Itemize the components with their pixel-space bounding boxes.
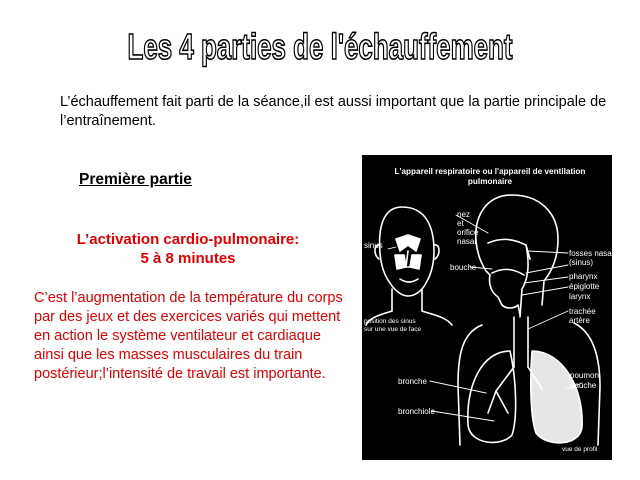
nasal-cavity [488,239,530,259]
sinus-shape [396,235,420,251]
label-bouche: bouche [450,263,477,272]
label-orifice: orifice [457,228,479,237]
label-gauche: gauche [570,381,597,390]
activation-title: L’activation cardio-pulmonaire: [76,231,300,248]
label-position-note-1: position des sinus [364,318,416,325]
label-epiglotte: épiglotte [569,282,600,291]
front-face-mouth [400,279,418,282]
label-pharynx: pharynx [569,272,598,281]
activation-heading [38,230,338,268]
label-larynx: larynx [569,292,591,301]
label-fosses-sinus: (sinus) [569,258,594,267]
activation-description: C’est l’augmentation de la température du corps par des jeux et des exercices variés qui mettent en action le système ventilateur et cardiaque ainsi que les masses musculaires du train postérieur;l’intensité de travail est importante. [34,290,343,382]
label-artere: artère [569,316,590,325]
trachea [514,317,528,367]
figure-caption: L'appareil respiratoire ou l'appareil de ventilation pulmonaire [394,167,586,186]
part-heading: Première partie [79,171,192,188]
torso-left [458,325,482,445]
label-sinus: sinus [364,241,383,250]
label-vue-profil: vue de profil [562,446,598,453]
left-lung [531,351,582,443]
respiratory-system-figure [362,155,622,460]
profile-head-outline [476,195,520,315]
pharynx-path [520,245,528,317]
activation-duration: 5 à 8 minutes [140,250,236,267]
label-fosses-nasales: fosses nasales [569,249,622,258]
slide-title: Les 4 parties de l'échauffement [127,26,513,67]
label-trachee: trachée [569,307,596,316]
label-poumon: poumon [570,371,599,380]
right-lung [468,351,516,442]
oral-cavity [492,269,524,275]
label-nasal: nasal [457,237,477,246]
label-et: et [457,219,464,228]
profile-head-back [512,195,558,305]
label-bronchiole: bronchiole [398,407,435,416]
label-nez: nez [457,210,470,219]
label-bronche: bronche [398,377,427,386]
front-face-nose [406,251,410,267]
front-face-outline [380,207,434,296]
label-position-note-2: sur une vue de face [364,326,422,333]
intro-paragraph: L’échauffement fait parti de la séance,il est aussi important que la partie principale de l’entraînement. [60,94,607,129]
